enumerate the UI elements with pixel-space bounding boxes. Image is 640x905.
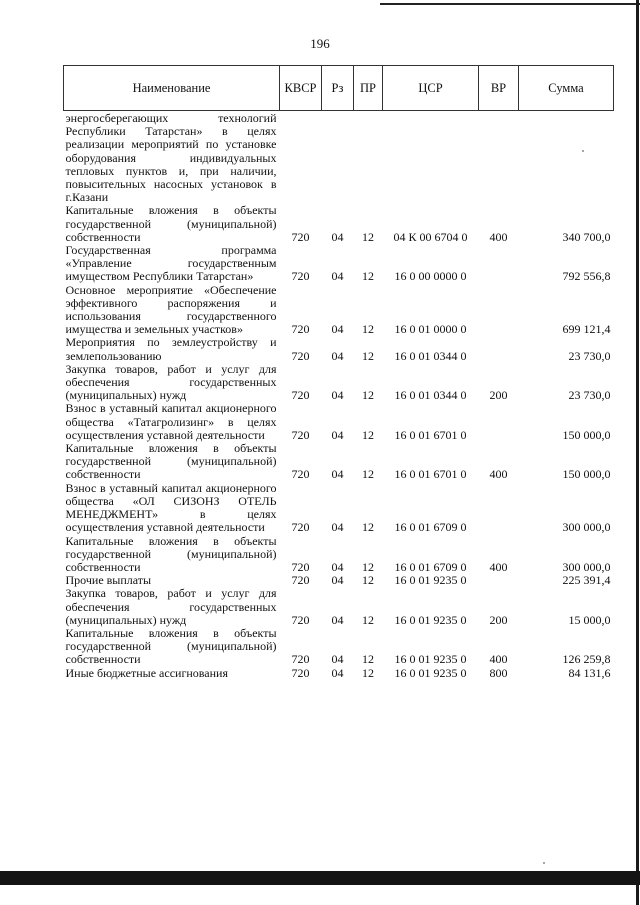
cell-name: Основное мероприятие «Обеспечение эффективного распоряжения и использования государственного имущества и земельных участков» xyxy=(65,282,277,337)
cell-rz: 04 xyxy=(331,612,344,627)
table-row xyxy=(64,535,614,575)
table-row xyxy=(64,667,614,680)
cell-csr: 16 0 01 0344 0 xyxy=(394,388,467,403)
cell-kvsr: 720 xyxy=(291,322,310,337)
cell-pr: 12 xyxy=(362,269,374,284)
cell-rz: 04 xyxy=(331,229,344,244)
cell-vr: 800 xyxy=(489,665,508,680)
cell-csr: 16 0 01 9235 0 xyxy=(394,612,467,627)
cell-kvsr: 720 xyxy=(291,348,310,363)
cell-pr: 12 xyxy=(362,427,374,442)
table-row xyxy=(64,244,614,284)
cell-pr: 12 xyxy=(362,467,374,482)
cell-csr: 16 0 01 0000 0 xyxy=(394,322,467,337)
table-row xyxy=(64,482,614,535)
cell-sum: 225 391,4 xyxy=(562,573,611,588)
cell-kvsr: 720 xyxy=(291,559,310,574)
cell-sum: 150 000,0 xyxy=(562,467,611,482)
top-scan-rule xyxy=(380,3,640,5)
header-kvsr: КВСР xyxy=(280,66,322,111)
table-row xyxy=(64,587,614,627)
table-row xyxy=(64,204,614,244)
cell-rz: 04 xyxy=(331,348,344,363)
cell-name: Мероприятия по землеустройству и землепользованию xyxy=(65,335,277,363)
cell-sum: 340 700,0 xyxy=(562,229,611,244)
cell-rz: 04 xyxy=(331,322,344,337)
cell-name: Взнос в уставный капитал акционерного общества «ОЛ СИЗОНЗ ОТЕЛЬ МЕНЕДЖМЕНТ» в целях осуществления уставной деятельности xyxy=(65,480,277,535)
cell-vr: 200 xyxy=(489,388,508,403)
cell-csr xyxy=(383,111,479,205)
cell-name: Капитальные вложения в объекты государственной (муниципальной) собственности xyxy=(65,533,277,574)
cell-vr xyxy=(479,284,519,337)
cell-csr: 16 0 01 6701 0 xyxy=(394,467,467,482)
cell-sum: 150 000,0 xyxy=(562,427,611,442)
table-row xyxy=(64,111,614,205)
cell-sum: 23 730,0 xyxy=(568,388,611,403)
header-pr: ПР xyxy=(354,66,383,111)
cell-rz: 04 xyxy=(331,388,344,403)
cell-kvsr: 720 xyxy=(291,467,310,482)
page-number: 196 xyxy=(310,36,330,51)
cell-name: Закупка товаров, работ и услуг для обеспечения государственных (муниципальных) нужд xyxy=(65,361,277,403)
right-scan-edge xyxy=(636,0,639,905)
cell-pr: 12 xyxy=(362,612,374,627)
cell-vr: 400 xyxy=(489,467,508,482)
cell-rz xyxy=(322,111,354,205)
scan-speck xyxy=(582,150,584,152)
cell-name: Государственная программа «Управление государственным имуществом Республики Татарстан» xyxy=(65,243,277,284)
cell-csr: 16 0 01 6701 0 xyxy=(394,427,467,442)
cell-rz: 04 xyxy=(331,573,344,588)
cell-kvsr: 720 xyxy=(291,427,310,442)
table-row xyxy=(64,442,614,482)
cell-pr: 12 xyxy=(362,665,374,680)
table-row xyxy=(64,627,614,667)
header-sum: Сумма xyxy=(519,66,614,111)
cell-vr xyxy=(479,402,519,442)
cell-pr: 12 xyxy=(362,573,374,588)
cell-name: Иные бюджетные ассигнования xyxy=(65,665,228,680)
cell-name: Капитальные вложения в объекты государственной (муниципальной) собственности xyxy=(65,625,277,667)
cell-kvsr: 720 xyxy=(291,652,310,667)
scan-speck xyxy=(543,862,545,864)
header-name: Наименование xyxy=(64,66,280,111)
cell-pr xyxy=(354,111,383,205)
cell-rz: 04 xyxy=(331,520,344,535)
header-rz: Рз xyxy=(322,66,354,111)
header-csr: ЦСР xyxy=(383,66,479,111)
cell-sum: 126 259,8 xyxy=(562,652,611,667)
cell-name: Взнос в уставный капитал акционерного общества «Татагролизинг» в целях осуществления уставной деятельности xyxy=(65,401,277,442)
cell-kvsr: 720 xyxy=(291,388,310,403)
table-row xyxy=(64,284,614,337)
table-header-row xyxy=(64,66,614,111)
cell-sum: 300 000,0 xyxy=(562,559,611,574)
cell-pr: 12 xyxy=(362,652,374,667)
cell-kvsr: 720 xyxy=(291,612,310,627)
cell-vr xyxy=(479,111,519,205)
cell-pr: 12 xyxy=(362,559,374,574)
cell-name: энергосберегающих технологий Республики Татарстан» в целях реализации мероприятий по установке оборудования индивидуальных тепловых пунктов и, при наличии, повысительных насосных установок в г.Казани xyxy=(65,111,277,205)
bottom-scan-bar xyxy=(0,871,640,885)
cell-name: Прочие выплаты xyxy=(65,573,152,588)
header-vr: ВР xyxy=(479,66,519,111)
cell-csr: 16 0 01 9235 0 xyxy=(394,652,467,667)
table-row xyxy=(64,336,614,362)
cell-rz: 04 xyxy=(331,559,344,574)
table-row xyxy=(64,363,614,403)
cell-rz: 04 xyxy=(331,652,344,667)
cell-pr: 12 xyxy=(362,348,374,363)
budget-table xyxy=(63,65,614,680)
cell-sum xyxy=(519,111,614,205)
cell-csr: 16 0 01 9235 0 xyxy=(394,665,467,680)
cell-rz: 04 xyxy=(331,269,344,284)
cell-kvsr: 720 xyxy=(291,665,310,680)
cell-csr: 16 0 01 0344 0 xyxy=(394,348,467,363)
cell-pr: 12 xyxy=(362,388,374,403)
cell-rz: 04 xyxy=(331,467,344,482)
cell-pr: 12 xyxy=(362,229,374,244)
cell-kvsr: 720 xyxy=(291,269,310,284)
cell-name: Закупка товаров, работ и услуг для обеспечения государственных (муниципальных) нужд xyxy=(65,586,277,627)
cell-sum: 15 000,0 xyxy=(568,612,611,627)
table-row xyxy=(64,402,614,442)
cell-kvsr xyxy=(280,111,322,205)
cell-csr: 16 0 01 6709 0 xyxy=(394,520,467,535)
cell-pr: 12 xyxy=(362,322,374,337)
cell-rz: 04 xyxy=(331,665,344,680)
cell-vr xyxy=(479,574,519,587)
cell-sum: 23 730,0 xyxy=(568,348,611,363)
cell-csr: 16 0 00 0000 0 xyxy=(394,269,467,284)
cell-sum: 84 131,6 xyxy=(568,665,611,680)
cell-name: Капитальные вложения в объекты государственной (муниципальной) собственности xyxy=(65,441,277,482)
cell-vr: 400 xyxy=(489,229,508,244)
cell-rz: 04 xyxy=(331,427,344,442)
cell-csr: 04 К 00 6704 0 xyxy=(393,229,468,244)
cell-vr: 400 xyxy=(489,559,508,574)
cell-kvsr: 720 xyxy=(291,520,310,535)
cell-vr: 400 xyxy=(489,652,508,667)
cell-csr: 16 0 01 6709 0 xyxy=(394,559,467,574)
cell-vr xyxy=(479,336,519,362)
cell-csr: 16 0 01 9235 0 xyxy=(394,573,467,588)
cell-kvsr: 720 xyxy=(291,573,310,588)
cell-sum: 792 556,8 xyxy=(562,269,611,284)
cell-sum: 699 121,4 xyxy=(562,322,611,337)
cell-name: Капитальные вложения в объекты государственной (муниципальной) собственности xyxy=(65,203,277,244)
cell-kvsr: 720 xyxy=(291,229,310,244)
cell-pr: 12 xyxy=(362,520,374,535)
cell-vr xyxy=(479,482,519,535)
cell-vr xyxy=(479,244,519,284)
cell-sum: 300 000,0 xyxy=(562,520,611,535)
cell-vr: 200 xyxy=(489,612,508,627)
